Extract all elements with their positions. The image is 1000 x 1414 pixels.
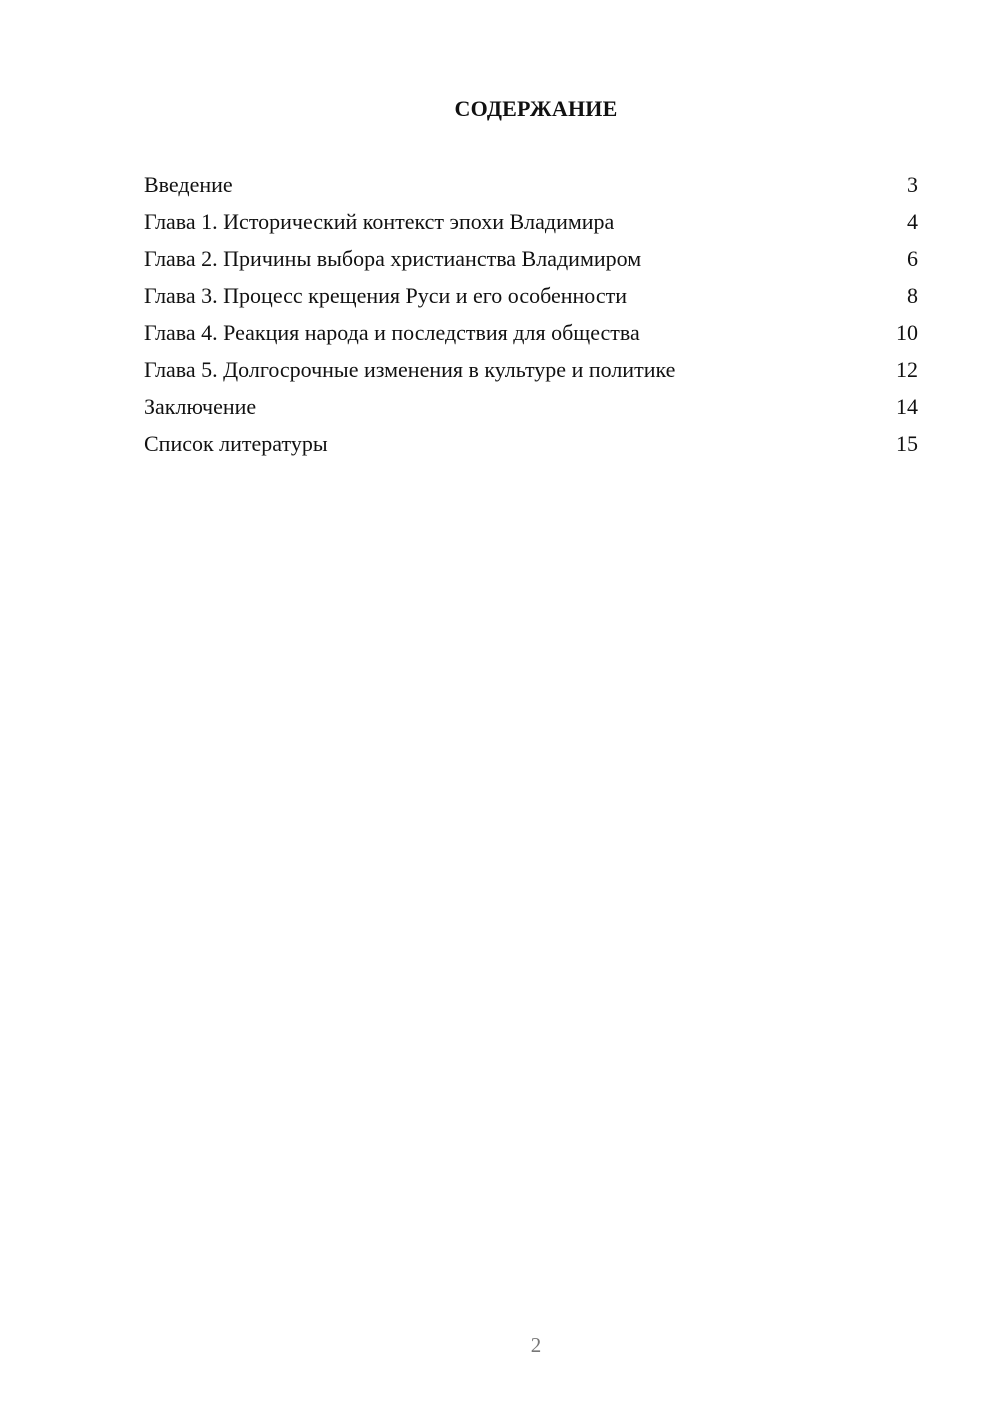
toc-item-label: Глава 3. Процесс крещения Руси и его особенности [144,283,628,308]
toc-item-page-number: 4 [907,209,918,234]
toc-item-chapter-1 [144,206,918,243]
toc-item-chapter-5 [144,354,918,391]
toc-item-label: Заключение [144,394,257,419]
toc-item-page-number: 3 [907,172,918,197]
toc-item-page-number: 15 [896,431,918,456]
toc-item-label: Глава 2. Причины выбора христианства Владимиром [144,246,642,271]
toc-item-label: Глава 1. Исторический контекст эпохи Владимира [144,209,615,234]
toc-item-bibliography [144,428,918,465]
toc-item-page-number: 8 [907,283,918,308]
toc-item-label: Глава 4. Реакция народа и последствия для общества [144,320,640,345]
toc-item-page-number: 14 [896,394,918,419]
toc-item-chapter-2 [144,243,918,280]
toc-item-introduction [144,169,918,206]
toc-item-page-number: 12 [896,357,918,382]
toc-item-label: Список литературы [144,431,328,456]
page-number: 2 [530,1333,542,1357]
toc-item-chapter-4 [144,317,918,354]
toc-item-page-number: 6 [907,246,918,271]
toc-item-page-number: 10 [896,320,918,345]
table-of-contents [144,169,918,465]
toc-item-label: Введение [144,172,233,197]
toc-title: СОДЕРЖАНИЕ [454,96,618,121]
toc-item-conclusion [144,391,918,428]
toc-item-label: Глава 5. Долгосрочные изменения в культуре и политике [144,357,676,382]
toc-item-chapter-3 [144,280,918,317]
